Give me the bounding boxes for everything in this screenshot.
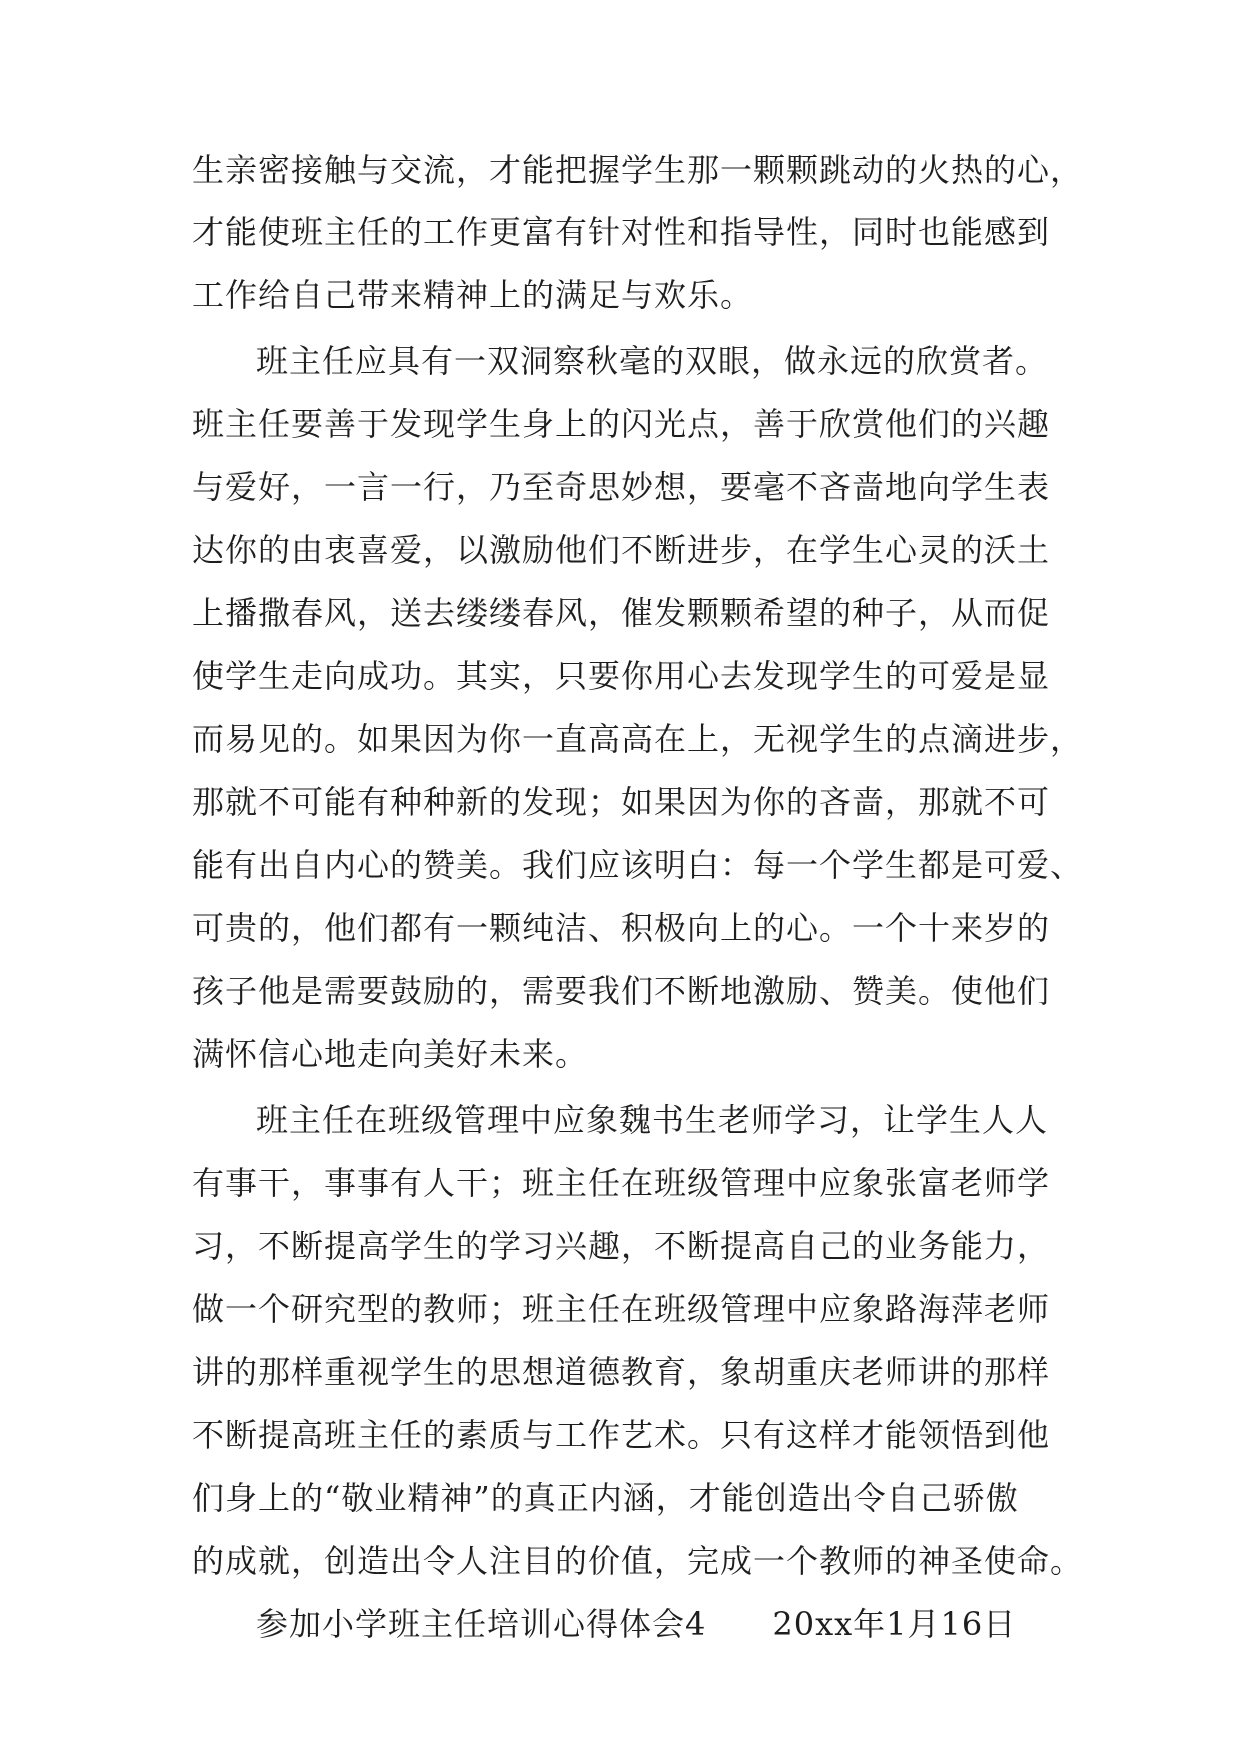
text-line: 上播撒春风，送去缕缕春风，催发颗颗希望的种子，从而促 [192, 594, 1051, 632]
text-line: 而易见的。如果因为你一直高高在上，无视学生的点滴进步， [192, 720, 1084, 758]
section-title-date-line: 参加小学班主任培训心得体会4 20xx年1月16日 [256, 1605, 1017, 1643]
text-line: 能有出自内心的赞美。我们应该明白：每一个学生都是可爱、 [192, 846, 1084, 884]
text-line: 做一个研究型的教师；班主任在班级管理中应象路海萍老师 [192, 1290, 1051, 1328]
text-line: 可贵的，他们都有一颗纯洁、积极向上的心。一个十来岁的 [192, 909, 1051, 947]
text-line: 不断提高班主任的素质与工作艺术。只有这样才能领悟到他 [192, 1416, 1051, 1454]
text-line: 的成就，创造出令人注目的价值，完成一个教师的神圣使命。 [192, 1542, 1084, 1580]
text-line: 才能使班主任的工作更富有针对性和指导性，同时也能感到 [192, 213, 1051, 251]
text-line: 讲的那样重视学生的思想道德教育，象胡重庆老师讲的那样 [192, 1353, 1051, 1391]
text-line: 习，不断提高学生的学习兴趣，不断提高自己的业务能力， [192, 1227, 1051, 1265]
text-line: 班主任要善于发现学生身上的闪光点，善于欣赏他们的兴趣 [192, 405, 1051, 443]
text-line: 有事干，事事有人干；班主任在班级管理中应象张富老师学 [192, 1164, 1051, 1202]
paragraph-start-line: 班主任在班级管理中应象魏书生老师学习，让学生人人 [256, 1101, 1049, 1139]
paragraph-start-line: 班主任应具有一双洞察秋毫的双眼，做永远的欣赏者。 [256, 342, 1049, 380]
text-line: 孩子他是需要鼓励的，需要我们不断地激励、赞美。使他们 [192, 972, 1051, 1010]
text-line: 们身上的“敬业精神”的真正内涵，才能创造出令自己骄傲 [192, 1479, 1019, 1517]
text-line: 满怀信心地走向美好未来。 [192, 1035, 589, 1073]
text-line: 使学生走向成功。其实，只要你用心去发现学生的可爱是显 [192, 657, 1051, 695]
text-line: 那就不可能有种种新的发现；如果因为你的吝啬，那就不可 [192, 783, 1051, 821]
text-line: 工作给自己带来精神上的满足与欢乐。 [192, 276, 754, 314]
text-line: 达你的由衷喜爱，以激励他们不断进步，在学生心灵的沃土 [192, 531, 1051, 569]
text-line: 与爱好，一言一行，乃至奇思妙想，要毫不吝啬地向学生表 [192, 468, 1051, 506]
text-line: 生亲密接触与交流，才能把握学生那一颗颗跳动的火热的心， [192, 151, 1084, 189]
